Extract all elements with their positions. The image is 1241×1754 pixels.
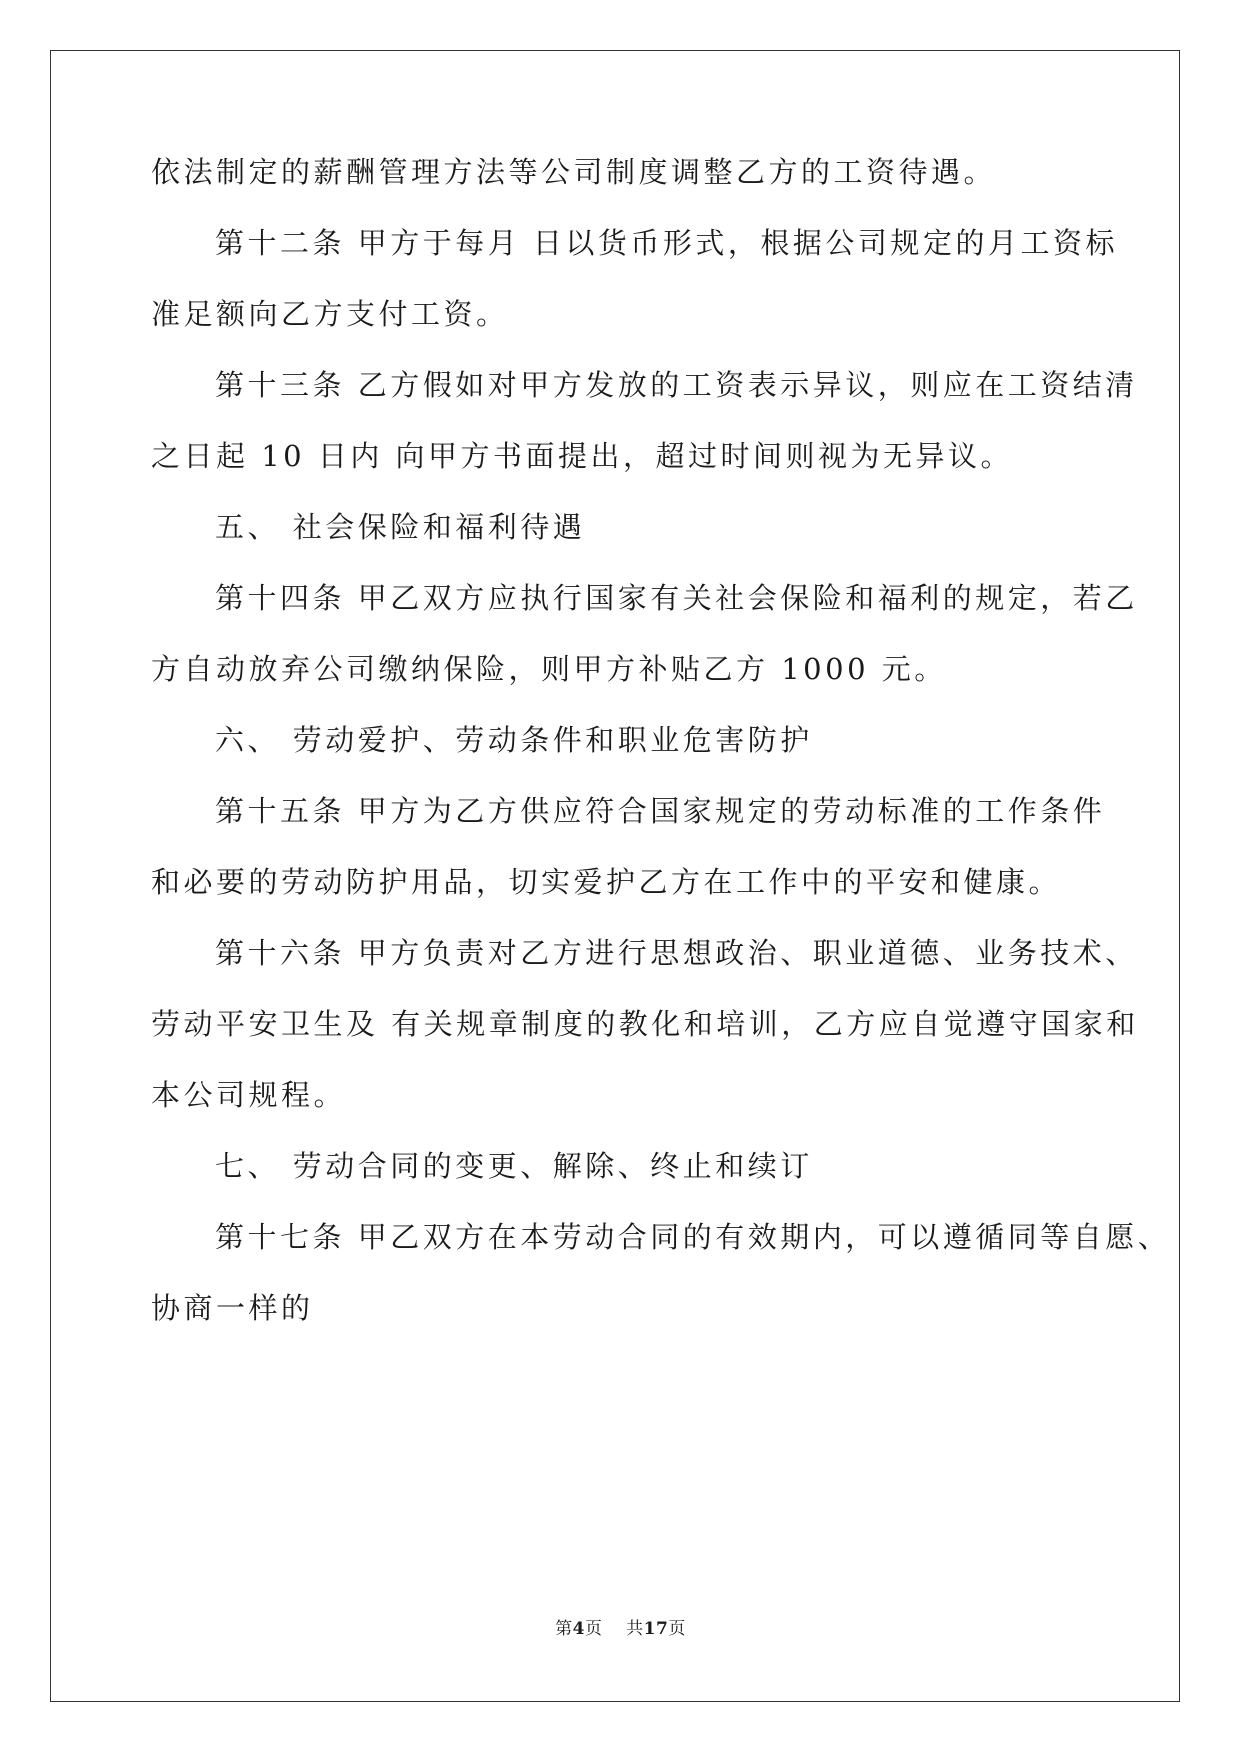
text-line: 第十五条 甲方为乙方供应符合国家规定的劳动标准的工作条件 [215, 794, 1106, 828]
page-number: 4 [572, 1619, 586, 1639]
section-heading: 六、 劳动爱护、劳动条件和职业危害防护 [215, 723, 813, 757]
text-line: 第十七条 甲乙双方在本劳动合同的有效期内，可以遵循同等自愿、 [215, 1220, 1171, 1254]
footer-prefix: 第 [555, 1619, 573, 1639]
text-line: 劳动平安卫生及 有关规章制度的教化和培训，乙方应自觉遵守国家和 [151, 1007, 1139, 1041]
text-line: 之日起 10 日内 向甲方书面提出，超过时间则视为无异议。 [151, 439, 1014, 473]
text-line: 第十二条 甲方于每月 日以货币形式，根据公司规定的月工资标 [215, 226, 1118, 260]
section-heading: 五、 社会保险和福利待遇 [215, 510, 586, 544]
text-line: 方自动放弃公司缴纳保险，则甲方补贴乙方 1000 元。 [151, 652, 947, 686]
footer-total-suffix: 页 [668, 1619, 686, 1639]
text-line: 协商一样的 [151, 1291, 314, 1325]
text-line: 和必要的劳动防护用品，切实爱护乙方在工作中的平安和健康。 [151, 865, 1062, 899]
text-line: 本公司规程。 [151, 1078, 347, 1112]
text-line: 第十四条 甲乙双方应执行国家有关社会保险和福利的规定，若乙 [215, 581, 1138, 615]
page-footer [0, 1614, 1241, 1639]
total-pages: 17 [643, 1619, 669, 1639]
text-line: 依法制定的薪酬管理方法等公司制度调整乙方的工资待遇。 [151, 155, 997, 189]
text-line: 第十三条 乙方假如对甲方发放的工资表示异议，则应在工资结清 [215, 368, 1138, 402]
text-line: 第十六条 甲方负责对乙方进行思想政治、职业道德、业务技术、 [215, 936, 1138, 970]
footer-page-suffix: 页 共 [585, 1619, 644, 1639]
section-heading: 七、 劳动合同的变更、解除、终止和续订 [215, 1149, 813, 1183]
text-line: 准足额向乙方支付工资。 [151, 297, 509, 331]
